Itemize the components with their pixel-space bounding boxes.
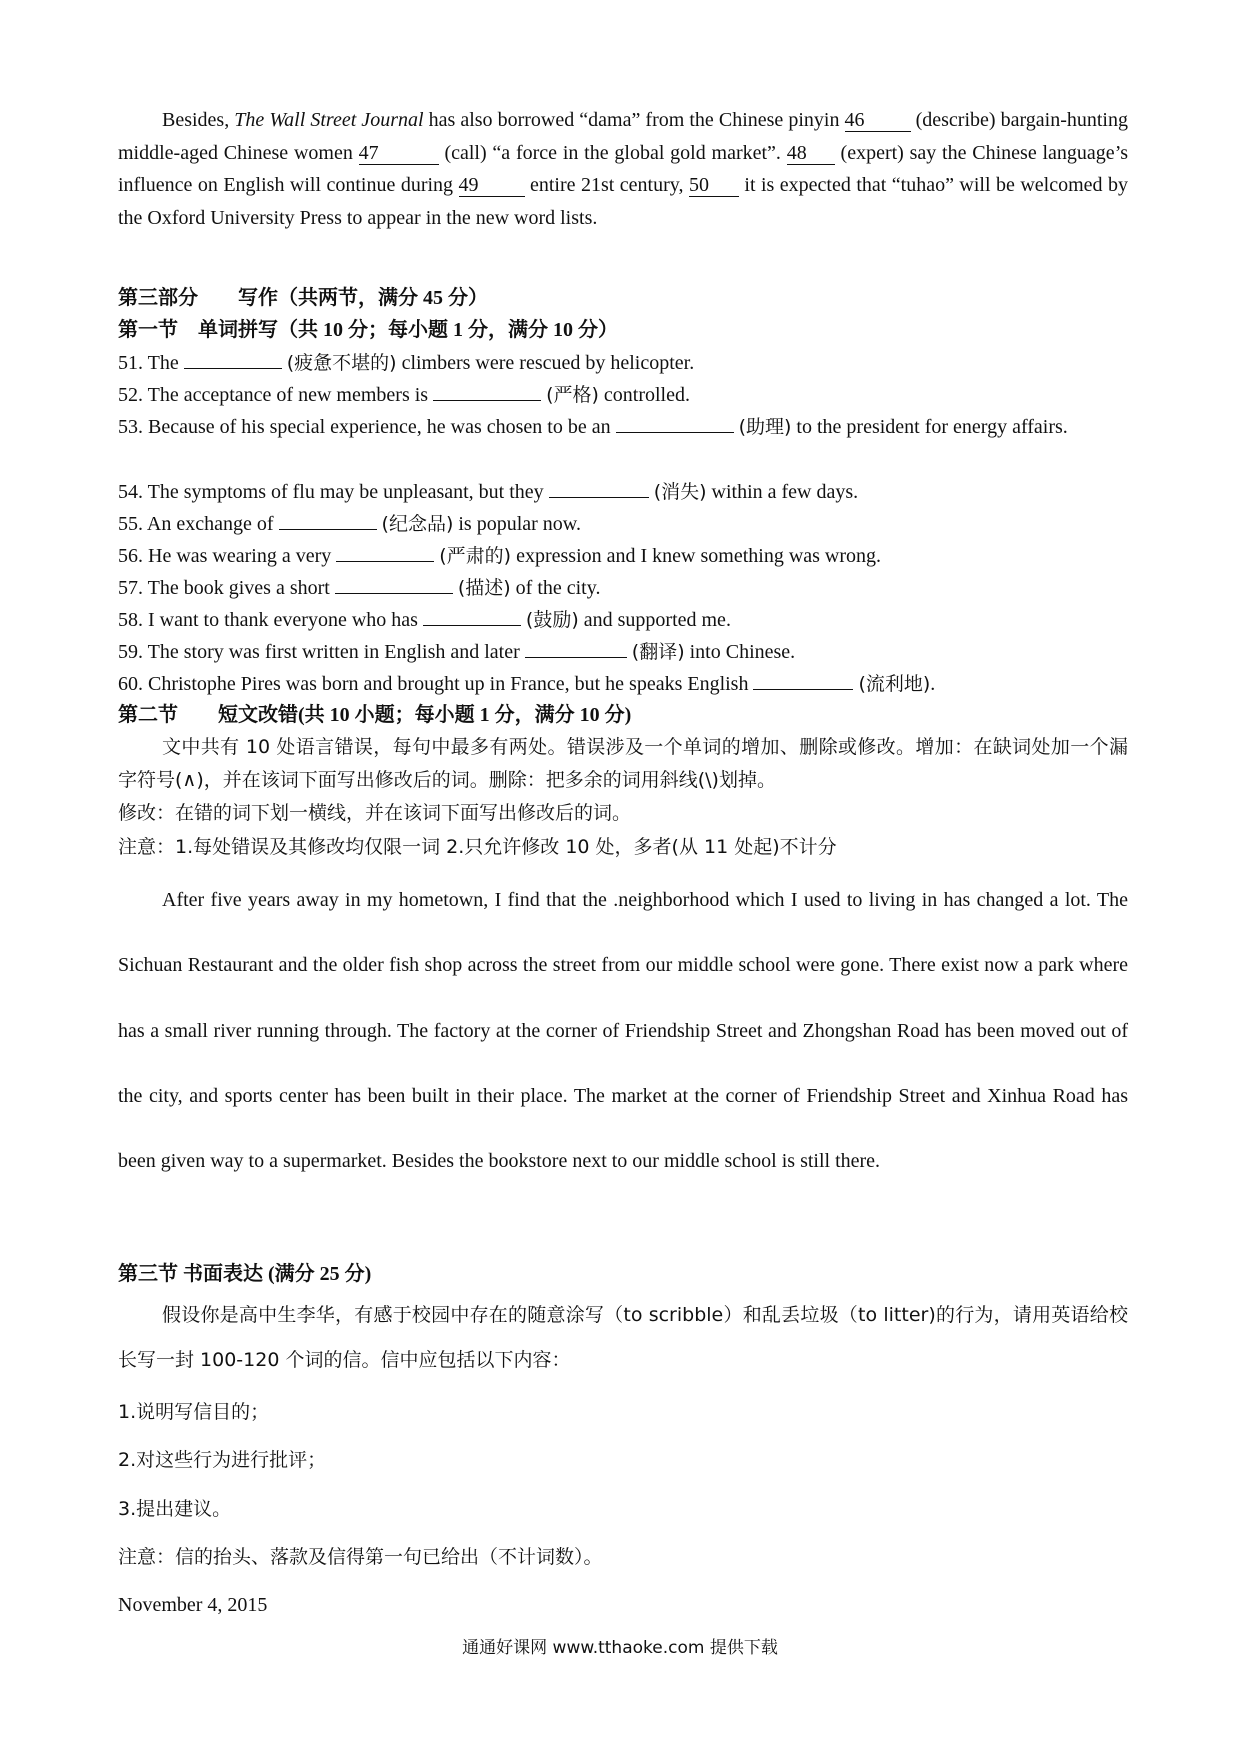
item-number: 52. — [118, 384, 143, 406]
section3-heading: 第三节 书面表达 (满分 25 分) — [118, 1263, 372, 1285]
item-text: . — [930, 673, 936, 695]
chinese-hint: (消失) — [653, 481, 707, 503]
chinese-hint: (严格) — [546, 384, 599, 406]
item-text: Because of his special experience, he was chosen to be an — [148, 416, 611, 438]
passage-text: entire 21st century, — [529, 174, 684, 196]
answer-blank[interactable] — [549, 475, 649, 498]
answer-blank[interactable] — [335, 571, 453, 594]
item-text: controlled. — [603, 384, 690, 406]
spelling-item-56 — [118, 539, 1128, 573]
item-text: of the city. — [515, 577, 601, 599]
item-text: He was wearing a very — [148, 545, 332, 567]
spelling-item-59 — [118, 635, 1128, 669]
item-text: The book gives a short — [147, 577, 330, 599]
item-text: into Chinese. — [689, 641, 796, 663]
blank-49: 49 — [459, 174, 525, 197]
answer-blank[interactable] — [423, 603, 521, 626]
item-number: 51. — [118, 352, 143, 374]
item-text: The — [147, 352, 179, 374]
page-footer: 通通好课网 www.tthaoke.com 提供下载 — [462, 1638, 778, 1658]
writing-note: 注意：信的抬头、落款及信得第一句已给出（不计词数）。 — [118, 1546, 603, 1568]
section2-heading: 第二节 短文改错(共 10 小题；每小题 1 分，满分 10 分) — [118, 704, 632, 726]
section1-heading: 第一节 单词拼写（共 10 分；每小题 1 分，满分 10 分） — [118, 319, 618, 341]
part3-heading: 第三部分 写作（共两节，满分 45 分） — [118, 287, 488, 309]
item-text: The symptoms of flu may be unpleasant, but they — [147, 481, 544, 503]
item-text: Christophe Pires was born and brought up in France, but he speaks English — [148, 673, 749, 695]
item-number: 59. — [118, 641, 143, 663]
item-text: within a few days. — [711, 481, 859, 503]
proofreading-essay: After five years away in my hometown, I find that the .neighborhood which I used to living in has changed a lot. The Sichuan Restaurant and the older fish shop across the street from our middle school were gone. There exist now a park where has a small river running through. The factory at the corner of Friendship Street and Zhongshan Road has been moved out of the city, and sports center has been built in their place. The market at the corner of Friendship Street and Xinhua Road has been given way to a supermarket. Besides the bookstore next to our middle school is still there. — [118, 889, 1128, 1173]
answer-blank[interactable] — [753, 667, 853, 690]
chinese-hint: (流利地) — [858, 673, 931, 695]
item-number: 56. — [118, 545, 143, 567]
item-number: 53. — [118, 416, 143, 438]
chinese-hint: (翻译) — [631, 641, 685, 663]
item-text: The story was first written in English and later — [147, 641, 520, 663]
writing-point-3: 3.提出建议。 — [118, 1498, 232, 1520]
answer-blank[interactable] — [184, 346, 282, 369]
passage-text: has also borrowed “dama” from the Chinese pinyin — [428, 109, 840, 131]
item-number: 54. — [118, 481, 143, 503]
passage-text: (describe) bargain-hunting middle-aged Chinese women — [118, 109, 1128, 164]
item-number: 60. — [118, 673, 143, 695]
answer-blank[interactable] — [616, 410, 734, 433]
chinese-hint: (助理) — [738, 416, 792, 438]
spelling-item-58 — [118, 603, 1128, 637]
passage-text: Besides, — [162, 109, 230, 131]
correction-instructions-modify: 修改：在错的词下划一横线，并在该词下面写出修改后的词。 — [118, 802, 632, 824]
item-text: climbers were rescued by helicopter. — [401, 352, 695, 374]
chinese-hint: (描述) — [457, 577, 511, 599]
item-text: expression and I knew something was wrong. — [516, 545, 882, 567]
blank-50: 50 — [689, 174, 739, 197]
spelling-item-60 — [118, 667, 1128, 701]
correction-instructions: 文中共有 10 处语言错误，每句中最多有两处。错误涉及一个单词的增加、删除或修改。增加：在缺词处加一个漏字符号(∧)，并在该词下面写出修改后的词。删除：把多余的词用斜线(\)划掉。 — [118, 736, 1128, 791]
item-text: An exchange of — [146, 513, 274, 535]
grammar-fill-passage — [118, 104, 1128, 234]
item-number: 55. — [118, 513, 143, 535]
spelling-item-52 — [118, 378, 1128, 412]
correction-instructions-note: 注意：1.每处错误及其修改均仅限一词 2.只允许修改 10 处，多者(从 11 处起)不计分 — [118, 836, 837, 858]
item-text: and supported me. — [583, 609, 731, 631]
passage-text: (call) “a force in the global gold market”. — [444, 141, 781, 164]
answer-blank[interactable] — [279, 507, 377, 530]
journal-title: The Wall Street Journal — [234, 109, 424, 131]
spelling-item-57 — [118, 571, 1128, 605]
spelling-item-54 — [118, 475, 1128, 509]
item-text: I want to thank everyone who has — [148, 609, 418, 631]
item-number: 57. — [118, 577, 143, 599]
item-text: to the president for energy affairs. — [796, 416, 1068, 438]
writing-point-2: 2.对这些行为进行批评； — [118, 1449, 327, 1471]
chinese-hint: (严肃的) — [439, 545, 512, 567]
spelling-item-51 — [118, 346, 1128, 380]
spelling-item-55 — [118, 507, 1128, 541]
chinese-hint: (疲惫不堪的) — [286, 352, 397, 374]
letter-date: November 4, 2015 — [118, 1594, 268, 1616]
blank-48: 48 — [787, 142, 835, 165]
writing-point-1: 1.说明写信目的； — [118, 1401, 270, 1423]
spelling-item-53 — [118, 410, 1161, 444]
blank-47: 47 — [359, 142, 439, 165]
answer-blank[interactable] — [336, 539, 434, 562]
passage-text: (expert) say the Chinese language’s influence on English will continue during — [118, 141, 1129, 196]
answer-blank[interactable] — [433, 378, 541, 401]
writing-task-intro: 假设你是高中生李华，有感于校园中存在的随意涂写（to scribble）和乱丢垃圾（to litter)的行为，请用英语给校长写一封 100-120 个词的信。信中应包括以下内容： — [118, 1304, 1128, 1371]
item-number: 58. — [118, 609, 143, 631]
passage-text: it is expected that “tuhao” will be welcomed by the Oxford University Press to appear in the new word lists. — [118, 174, 1129, 229]
answer-blank[interactable] — [525, 635, 627, 658]
chinese-hint: (鼓励) — [525, 609, 579, 631]
item-text: is popular now. — [458, 513, 581, 535]
blank-46: 46 — [845, 109, 911, 132]
chinese-hint: (纪念品) — [381, 513, 454, 535]
item-text: The acceptance of new members is — [147, 384, 429, 406]
